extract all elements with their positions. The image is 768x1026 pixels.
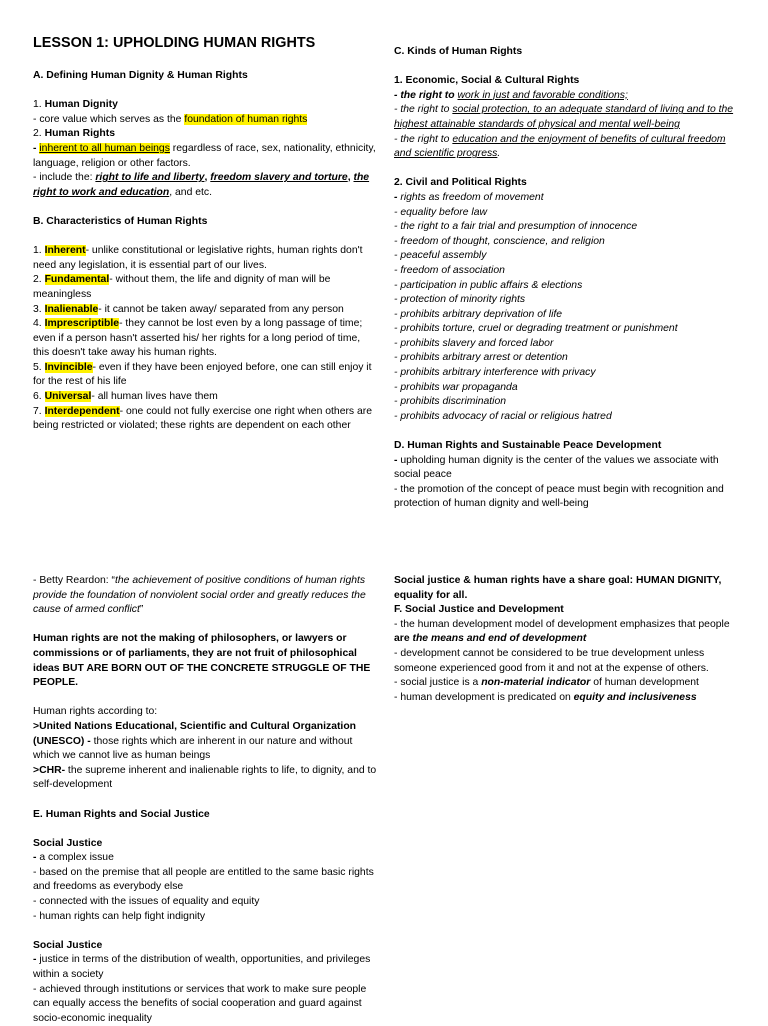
f-item-4 <box>394 691 740 706</box>
list-item <box>394 191 740 206</box>
page-title: LESSON 1: UPHOLDING HUMAN RIGHTS <box>33 35 316 51</box>
list-item: - prohibits arbitrary interference with privacy <box>394 367 596 379</box>
char-term: Fundamental <box>44 274 110 286</box>
inc-item-1: right to life and liberty <box>95 172 205 184</box>
section-a-heading: A. Defining Human Dignity & Human Rights <box>33 70 248 81</box>
f-item-1 <box>394 618 740 647</box>
unesco-definition <box>33 720 379 764</box>
esc-3-end: . <box>497 148 501 160</box>
char-term: Inherent <box>44 245 86 257</box>
list-item: - prohibits torture, cruel or degrading treatment or punishment <box>394 323 678 335</box>
char-number: 2. <box>33 274 45 286</box>
quote-body: the achievement of positive conditions of human rights provide the foundation of nonviolent social order and greatly reduces the cause of armed conflict <box>33 575 366 616</box>
quote-end: ” <box>139 604 144 616</box>
f-3-end: of human development <box>590 677 699 689</box>
inc-end: , and etc. <box>169 186 212 198</box>
list-item: - prohibits arbitrary deprivation of life <box>394 308 563 320</box>
list-item: - achieved through institutions or services that work to make sure people can equally access the benefits of social cooperation and guard against socio-economic inequality <box>33 983 367 1024</box>
esc-item-1 <box>394 89 740 104</box>
esc-item-3 <box>394 133 740 162</box>
human-dignity-heading <box>33 98 379 113</box>
char-number: 4. <box>33 318 45 330</box>
f-item-2: - development cannot be considered to be true development unless someone experienced good from it and not at the expense of others. <box>394 647 709 674</box>
characteristic-item <box>33 273 379 302</box>
characteristic-item <box>33 244 379 273</box>
esc-1-pre: - the right to <box>394 89 458 101</box>
list-item: - based on the premise that all people are entitled to the same basic rights and freedoms as everybody else <box>33 866 374 893</box>
sj1-first-text: a complex issue <box>39 852 114 864</box>
char-desc: - without them, the life and dignity of man will be meaningless <box>33 274 331 300</box>
char-number: 7. <box>33 405 45 417</box>
characteristic-item <box>33 405 379 434</box>
hd-text: - core value which serves as the <box>33 113 185 125</box>
f-1-pre: - the human development model of development emphasizes that people <box>394 618 730 630</box>
f-1-bold: are <box>394 633 413 645</box>
section-e-heading: E. Human Rights and Social Justice <box>33 808 210 820</box>
list-item: - the right to a fair trial and presumption of innocence <box>394 221 638 233</box>
civil-political-heading: 2. Civil and Political Rights <box>394 177 527 189</box>
hd-title: Human Dignity <box>44 99 118 111</box>
hd-number: 1. <box>33 99 45 111</box>
d-1-text: upholding human dignity is the center of the values we associate with social peace <box>394 454 719 481</box>
right-column-top <box>394 45 740 512</box>
chr-desc: the supreme inherent and inalienable rights to life, to dignity, and to self-development <box>33 764 377 791</box>
f-1-bold-italic: the means and end of development <box>412 633 587 645</box>
hr-highlight: inherent to all human beings <box>39 142 170 154</box>
hd-highlight: foundation of human rights <box>184 113 308 125</box>
section-d-heading: D. Human Rights and Sustainable Peace Development <box>394 440 662 452</box>
char-number: 6. <box>33 391 45 403</box>
list-item: - participation in public affairs & elections <box>394 279 583 291</box>
char-desc: - it cannot be taken away/ separated from any person <box>98 303 344 315</box>
list-item <box>33 953 379 982</box>
list-item: - prohibits advocacy of racial or religious hatred <box>394 410 612 422</box>
social-justice-heading-1: Social Justice <box>33 837 103 849</box>
list-item: - peaceful assembly <box>394 250 487 262</box>
char-term: Inalienable <box>44 303 99 315</box>
char-number: 5. <box>33 361 45 373</box>
esc-2-pre: - the right to <box>394 104 453 116</box>
chr-title: >CHR- <box>33 764 66 776</box>
civil-political-list <box>394 191 740 425</box>
left-column-top <box>33 34 379 434</box>
f-4-bold-italic: equity and inclusiveness <box>573 691 697 703</box>
d-1-dash: - <box>394 454 401 466</box>
right-column-bottom <box>394 574 740 705</box>
char-term: Universal <box>44 391 92 403</box>
char-term: Imprescriptible <box>44 318 120 330</box>
shared-goal-statement: Social justice & human rights have a share goal: HUMAN DIGNITY, equality for all. <box>394 575 722 601</box>
list-item: - prohibits arbitrary arrest or detention <box>394 352 568 364</box>
sj2-first-text: justice in terms of the distribution of wealth, opportunities, and privileges within a society <box>33 954 371 981</box>
esc-2-underlined: social protection, to an adequate standard of living and to the highest attainable standards of physical and mental well-being <box>394 104 734 130</box>
char-desc: - all human lives have them <box>91 391 218 403</box>
esc-rights-heading: 1. Economic, Social & Cultural Rights <box>394 75 580 87</box>
chr-definition <box>33 764 379 793</box>
inc-pre: - include the: <box>33 172 96 184</box>
esc-3-pre: - the right to <box>394 133 453 145</box>
char-term: Interdependent <box>44 405 120 417</box>
characteristic-item <box>33 361 379 390</box>
list-item: - equality before law <box>394 206 487 218</box>
sj2-first-dash: - <box>33 954 40 966</box>
char-term: Invincible <box>44 361 93 373</box>
hr-title: Human Rights <box>44 128 115 140</box>
char-desc: - they cannot be lost even by a long passage of time; even if a person hasn't asserted his/ her rights for a long period of time, this doesn't take away his human rights. <box>33 318 363 359</box>
esc-item-2 <box>394 103 740 132</box>
bold-statement: Human rights are not the making of philosophers, or lawyers or commissions or of parliaments, they are not fruit of philosophical ideas BUT ARE BORN OUT OF THE CONCRETE STRUGGLE OF THE PEOPLE. <box>33 633 371 689</box>
f-4-pre: - human development is predicated on <box>394 691 574 703</box>
section-c-heading: C. Kinds of Human Rights <box>394 46 523 57</box>
inc-comma-1: , <box>204 172 211 184</box>
char-desc: - unlike constitutional or legislative rights, human rights don't need any legislation, it is essential part of our lives. <box>33 245 363 271</box>
characteristic-item <box>33 303 379 318</box>
char-number: 3. <box>33 303 45 315</box>
unesco-desc: those rights which are inherent in our nature and without which we cannot live as human beings <box>33 735 353 762</box>
list-item: - human rights can help fight indignity <box>33 910 206 922</box>
char-number: 1. <box>33 245 45 257</box>
list-item: - connected with the issues of equality and equity <box>33 896 260 908</box>
reardon-quote <box>33 574 379 618</box>
list-item: - freedom of thought, conscience, and religion <box>394 235 605 247</box>
unesco-title: >United Nations Educational, Scientific and Cultural Organization (UNESCO) - <box>33 720 357 747</box>
left-column-bottom <box>33 574 379 1026</box>
f-item-3 <box>394 676 740 691</box>
characteristics-list <box>33 244 379 434</box>
inc-item-3: the right to work and education <box>33 172 370 198</box>
esc-1-underlined: work in just and favorable conditions; <box>457 89 628 101</box>
cp-first-dash: - <box>394 191 401 203</box>
f-3-bold-italic: non-material indicator <box>481 677 591 689</box>
esc-3-underlined: education and the enjoyment of benefits of cultural freedom and scientific progress <box>394 133 726 160</box>
according-label: Human rights according to: <box>33 706 158 718</box>
section-f-heading: F. Social Justice and Development <box>394 604 564 616</box>
list-item: - prohibits discrimination <box>394 396 507 408</box>
char-desc: - even if they have been enjoyed before, one can still enjoy it for the rest of his life <box>33 361 372 388</box>
quote-pre: - Betty Reardon: “ <box>33 575 116 586</box>
human-rights-definition <box>33 142 379 171</box>
list-item: - protection of minority rights <box>394 294 526 306</box>
hr-rest: regardless of race, sex, nationality, ethnicity, language, religion or other factors. <box>33 142 376 169</box>
characteristic-item <box>33 390 379 405</box>
characteristic-item <box>33 317 379 361</box>
char-desc: - one could not fully exercise one right when others are being restricted or violated; these rights are dependent on each other <box>33 405 373 432</box>
list-item <box>33 851 379 866</box>
human-dignity-definition <box>33 113 379 128</box>
list-item: - freedom of association <box>394 264 505 276</box>
human-rights-heading <box>33 127 379 142</box>
list-item: - prohibits war propaganda <box>394 381 518 393</box>
inc-comma-2: , <box>347 172 354 184</box>
inc-item-2: freedom slavery and torture <box>210 172 348 184</box>
cp-first-text: rights as freedom of movement <box>400 191 544 203</box>
section-b-heading: B. Characteristics of Human Rights <box>33 215 208 227</box>
d-item-2: - the promotion of the concept of peace must begin with recognition and protection of human dignity and well-being <box>394 483 724 510</box>
list-item: - prohibits slavery and forced labor <box>394 337 554 349</box>
social-justice-heading-2: Social Justice <box>33 939 103 951</box>
sj1-first-dash: - <box>33 852 40 864</box>
f-3-pre: - social justice is a <box>394 677 482 689</box>
hr-number: 2. <box>33 128 45 140</box>
human-rights-includes <box>33 171 379 200</box>
d-item-1 <box>394 454 740 483</box>
hr-dash: - <box>33 142 40 154</box>
